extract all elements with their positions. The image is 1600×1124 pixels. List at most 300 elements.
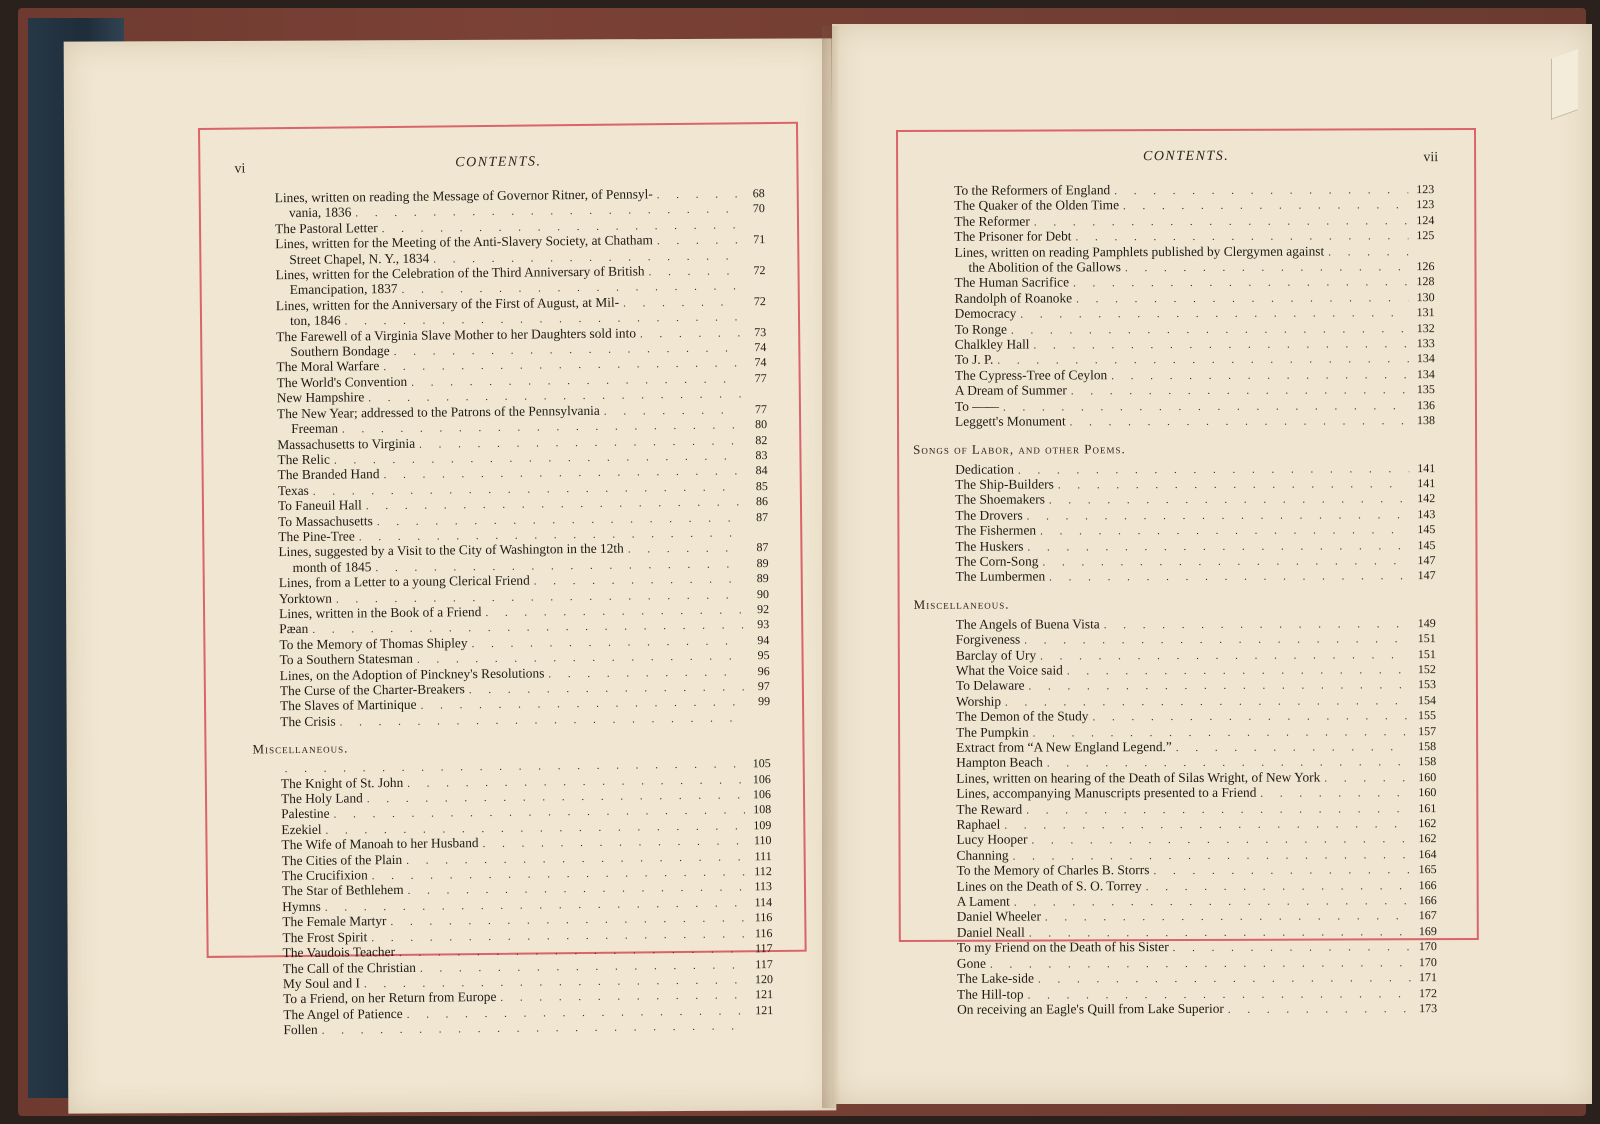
toc-entry [956, 832, 1436, 849]
dot-leader [1004, 818, 1410, 833]
dot-leader [1076, 292, 1409, 307]
dot-leader [1104, 618, 1410, 632]
toc-entry-page: 89 [756, 555, 769, 570]
toc-entry [956, 785, 1436, 802]
toc-entry-page: 86 [755, 494, 769, 509]
right-toc [913, 182, 1438, 1018]
dot-leader [990, 957, 1411, 972]
toc-entry-page: 161 [1418, 800, 1437, 815]
toc-entry-page: 94 [757, 632, 770, 647]
toc-entry-title: Lines, written on hearing of the Death of Silas Wright, of New York [956, 769, 1321, 786]
toc-entry [954, 198, 1434, 215]
toc-entry [957, 893, 1437, 910]
toc-entry-page: 158 [1418, 754, 1437, 769]
toc-entry-page: 97 [757, 679, 770, 694]
toc-entry-page: 143 [1417, 506, 1436, 521]
dot-leader [1029, 680, 1410, 695]
toc-entry-page: 160 [1418, 785, 1437, 800]
toc-entry-title: To J. P. [954, 352, 994, 368]
toc-entry-page: 114 [754, 894, 773, 910]
toc-entry-page: 74 [754, 340, 767, 355]
toc-entry-title: The Demon of the Study [956, 708, 1089, 724]
left-toc [252, 186, 774, 1039]
toc-entry-title: The Frost Spirit [282, 928, 368, 945]
toc-entry [957, 924, 1437, 941]
toc-entry-page: 106 [752, 771, 771, 786]
dot-leader [1042, 555, 1409, 570]
toc-entry-page: 172 [1418, 985, 1438, 1000]
toc-entry-title: The Hill-top [956, 986, 1024, 1002]
toc-entry-title: Channing [956, 847, 1009, 863]
toc-entry-title: Ezekiel [281, 821, 322, 838]
toc-entry-title: To Faneuil Hall [277, 497, 362, 514]
toc-entry-page: 128 [1416, 274, 1435, 289]
toc-entry [955, 491, 1435, 508]
toc-entry [955, 290, 1435, 307]
dot-leader [657, 235, 739, 249]
toc-entry-page: 164 [1418, 846, 1437, 862]
toc-entry-page: 145 [1417, 537, 1436, 552]
toc-entry-title: The Holy Land [280, 790, 363, 807]
toc-entry-page: 123 [1416, 182, 1435, 197]
toc-entry-title: The Pastoral Letter [274, 219, 378, 237]
dot-leader [1026, 803, 1410, 818]
toc-entry-title: To the Memory of Thomas Shipley [279, 634, 468, 652]
toc-entry-title: What the Voice said [955, 662, 1063, 678]
dot-leader [548, 666, 743, 681]
toc-entry-page: 71 [753, 232, 766, 247]
toc-entry-page: 126 [1416, 259, 1435, 274]
toc-entry-page: 149 [1417, 615, 1436, 630]
toc-entry-title: Forgiveness [955, 631, 1021, 647]
toc-entry-title: The Angels of Buena Vista [955, 616, 1100, 632]
toc-group-songs [955, 461, 1435, 586]
dot-leader [1027, 509, 1410, 524]
toc-entry-title: The Corn-Song [955, 553, 1039, 569]
toc-entry-page: 141 [1417, 476, 1436, 491]
dot-leader [1024, 633, 1410, 648]
toc-group-misc [956, 616, 1437, 1018]
toc-entry-title: New Hampshire [276, 389, 365, 406]
dot-leader [1176, 741, 1410, 755]
toc-entry [956, 568, 1436, 585]
toc-entry-page: 136 [1416, 397, 1435, 412]
dot-leader [640, 327, 740, 341]
toc-entry-title: The Reformer [954, 213, 1030, 229]
toc-entry-page: 108 [753, 802, 772, 817]
toc-entry-page: 72 [753, 293, 766, 309]
toc-entry [956, 662, 1436, 679]
dot-leader [500, 990, 747, 1006]
toc-entry [954, 228, 1434, 245]
toc-entry-title: The Slaves of Martinique [279, 697, 417, 714]
toc-entry-page: 99 [757, 694, 771, 709]
dot-leader [1011, 323, 1409, 338]
toc-entry-title: Extract from “A New England Legend.” [956, 739, 1172, 755]
toc-entry-title: Lines, on the Adoption of Pinckney's Resolutions [279, 664, 545, 683]
toc-entry-title: Lines, suggested by a Visit to the City of Washington in the 12th [278, 540, 624, 560]
dot-leader [997, 354, 1409, 369]
dot-leader [1020, 307, 1408, 322]
toc-entry-title: Palestine [281, 806, 330, 822]
page-number: vii [1423, 150, 1439, 166]
dot-leader [1033, 726, 1411, 741]
toc-entry-title: Raphael [956, 816, 1001, 832]
dot-leader [1027, 540, 1409, 555]
dot-leader [1013, 849, 1411, 864]
toc-entry-title: The New Year; addressed to the Patrons of the Pennsylvania [276, 402, 600, 421]
dot-leader [1049, 494, 1409, 509]
toc-entry-title: Dedication [955, 461, 1014, 477]
dot-leader [604, 404, 741, 419]
toc-entry-title: The Call of the Christian [282, 959, 417, 976]
toc-entry-title: The Lake-side [956, 970, 1034, 986]
toc-entry-page: 111 [754, 848, 772, 863]
toc-entry-page: 130 [1416, 289, 1435, 305]
dot-leader [1125, 261, 1409, 275]
toc-entry-title: Emancipation, 1837 [289, 281, 398, 298]
toc-entry-title: Lucy Hooper [956, 831, 1028, 848]
dot-leader [1324, 772, 1410, 786]
toc-entry-page: 105 [752, 756, 771, 771]
toc-group-misc [281, 757, 774, 1038]
toc-entry-title: The Vaudois Teacher [282, 944, 396, 961]
toc-entry-title: vania, 1836 [288, 204, 352, 221]
toc-entry-page: 165 [1418, 862, 1437, 877]
toc-entry-title: To Delaware [955, 677, 1025, 694]
toc-entry-title: Massachusetts to Virginia [277, 435, 416, 452]
toc-entry-title: Follen [283, 1021, 318, 1038]
dot-leader [1058, 478, 1409, 493]
toc-entry-page: 171 [1418, 970, 1437, 985]
section-title-songs-of-labor: Songs of Labor, and other Poems. [913, 440, 1126, 457]
toc-entry [955, 336, 1435, 353]
dot-leader [1014, 895, 1411, 910]
toc-entry [955, 476, 1435, 493]
toc-entry [957, 939, 1437, 956]
toc-entry-page: 151 [1417, 631, 1436, 646]
toc-entry-page: 70 [752, 201, 765, 216]
toc-entry-title: Southern Bondage [290, 343, 390, 360]
toc-entry [957, 847, 1437, 864]
toc-entry-title: The Crucifixion [281, 867, 368, 884]
toc-entry [954, 182, 1434, 199]
toc-entry-page: 141 [1417, 460, 1436, 475]
toc-entry [956, 724, 1436, 741]
toc-entry-page: 170 [1418, 939, 1437, 954]
toc-entry-title: Yorktown [278, 590, 332, 606]
toc-entry-title: The Cypress-Tree of Ceylon [954, 367, 1108, 383]
toc-entry [955, 538, 1435, 555]
toc-entry-page: 92 [756, 602, 770, 617]
toc-entry-title: Lines, accompanying Manuscripts presented to a Friend [956, 784, 1257, 802]
toc-entry-title: The World's Convention [276, 373, 408, 391]
toc-entry-title: Lines, written on reading Pamphlets published by Clergymen against [954, 243, 1325, 260]
toc-entry-page: 152 [1417, 662, 1436, 677]
toc-entry [955, 553, 1435, 570]
toc-entry-title: Daniel Wheeler [956, 908, 1041, 925]
toc-entry-page: 110 [753, 833, 772, 848]
toc-entry [955, 507, 1435, 524]
dot-leader [1033, 338, 1408, 353]
toc-entry-title: Democracy [954, 305, 1017, 322]
dot-leader [483, 836, 746, 852]
toc-entry [954, 213, 1434, 230]
toc-entry-title: The Prisoner for Debt [954, 228, 1072, 245]
toc-entry-page: 162 [1418, 831, 1437, 846]
dot-leader [1092, 710, 1410, 725]
section-title-miscellaneous: Miscellaneous. [913, 596, 1010, 612]
dot-leader [1003, 400, 1409, 415]
toc-entry-title: On receiving an Eagle's Quill from Lake Superior [957, 1000, 1224, 1017]
toc-entry-page: 160 [1418, 769, 1437, 784]
dot-leader [649, 265, 740, 279]
dot-leader [1038, 972, 1411, 987]
dot-leader [471, 635, 743, 651]
toc-entry [956, 616, 1436, 633]
toc-entry-page: 77 [754, 401, 768, 416]
toc-entry-page: 123 [1416, 197, 1435, 212]
toc-entry-title: To the Memory of Charles B. Storrs [956, 862, 1150, 879]
toc-entry [955, 305, 1435, 322]
toc-entry-page: 109 [753, 817, 772, 833]
toc-entry [957, 909, 1437, 926]
toc-entry-title: month of 1845 [292, 558, 372, 575]
dot-leader [1328, 246, 1408, 260]
dot-leader [1146, 880, 1411, 894]
page-corner-fold [1551, 49, 1578, 120]
toc-entry-title: To my Friend on the Death of his Sister [956, 939, 1169, 956]
toc-entry-title: Lines, written for the Celebration of the Third Anniversary of British [275, 263, 645, 283]
toc-entry-title: Gone [956, 955, 986, 971]
toc-entry-title: Lines, written for the Meeting of the Anti-Slavery Society, at Chatham [275, 232, 653, 252]
dot-leader [1018, 463, 1409, 478]
toc-entry-page: 106 [752, 787, 772, 802]
toc-entry-page: 145 [1417, 522, 1436, 537]
toc-entry-page: 82 [755, 432, 768, 447]
toc-entry-title: Barclay of Ury [955, 647, 1037, 663]
dot-leader [1111, 369, 1409, 383]
toc-entry-page: 84 [755, 463, 768, 478]
toc-entry [955, 413, 1435, 430]
toc-entry-page: 151 [1417, 646, 1436, 661]
toc-entry-page: 138 [1416, 413, 1436, 428]
toc-entry [956, 739, 1436, 756]
toc-entry-title: To the Reformers of England [954, 182, 1111, 198]
toc-entry-title: The Relic [277, 451, 330, 468]
toc-entry-title: The Cities of the Plain [281, 851, 403, 868]
dot-leader [1114, 184, 1408, 198]
toc-entry-title: To —— [954, 398, 1000, 414]
toc-entry-page: 134 [1416, 351, 1435, 366]
toc-entry-title: Pæan [279, 621, 309, 637]
toc-entry-page: 153 [1417, 677, 1436, 692]
toc-entry [956, 816, 1436, 833]
toc-entry-title: A Dream of Summer [954, 382, 1067, 399]
toc-entry [956, 693, 1436, 710]
toc-entry [957, 878, 1437, 895]
toc-entry-title: The Drovers [955, 507, 1023, 523]
toc-entry-title: Lines, written on reading the Message of Governor Ritner, of Pennsyl- [274, 186, 653, 206]
page-header: CONTENTS. [455, 154, 542, 171]
toc-entry-title: Randolph of Roanoke [954, 290, 1073, 306]
toc-entry-page: 125 [1416, 228, 1435, 243]
page-header: CONTENTS. [1142, 148, 1230, 165]
toc-entry-page: 90 [756, 586, 769, 601]
dot-leader [1040, 524, 1409, 539]
toc-entry-title: My Soul and I [282, 975, 361, 992]
toc-entry-page: 85 [755, 478, 768, 493]
toc-entry-page: 116 [754, 925, 773, 940]
toc-entry-title: The Moral Warfare [276, 358, 380, 375]
toc-entry [957, 955, 1437, 972]
toc-entry-title: The Farewell of a Virginia Slave Mother to her Daughters sold into [276, 325, 637, 344]
dot-leader [1040, 649, 1410, 664]
toc-entry-title: The Crisis [280, 713, 336, 729]
toc-entry-title: Leggett's Monument [954, 413, 1066, 429]
toc-entry-title: Freeman [291, 420, 339, 437]
toc-entry [957, 1001, 1437, 1018]
dot-leader [1067, 664, 1410, 679]
toc-entry [955, 367, 1435, 384]
toc-entry [955, 352, 1435, 369]
toc-entry-title: Lines, written in the Book of a Friend [279, 604, 482, 622]
dot-leader [1260, 787, 1410, 801]
toc-entry-page: 96 [757, 663, 770, 678]
dot-leader [1005, 695, 1410, 710]
toc-entry-page: 87 [756, 509, 769, 524]
dot-leader [1070, 415, 1409, 430]
toc-entry-page: 117 [754, 941, 773, 956]
toc-entry-title: The Branded Hand [277, 466, 380, 483]
toc-entry [955, 321, 1435, 338]
toc-entry-page: 157 [1418, 723, 1437, 738]
toc-entry-page: 74 [754, 355, 767, 370]
toc-entry-title: To a Friend, on her Return from Europe [283, 989, 497, 1007]
toc-entry [957, 862, 1437, 879]
toc-entry-title: The Pine-Tree [278, 528, 355, 545]
toc-entry-page: 121 [755, 1002, 774, 1017]
toc-entry-page: 134 [1416, 366, 1435, 382]
toc-entry-page: 167 [1418, 908, 1437, 923]
toc-entry-title: The Human Sacrifice [954, 274, 1070, 291]
toc-entry-title: The Knight of St. John [280, 774, 404, 791]
toc-entry-page: 173 [1419, 1001, 1438, 1016]
toc-entry-page: 72 [753, 263, 766, 278]
toc-entry-page: 68 [752, 186, 765, 201]
toc-entry [955, 275, 1435, 292]
toc-entry-page: 133 [1416, 336, 1435, 351]
toc-entry [955, 398, 1435, 415]
toc-entry-page: 112 [754, 864, 772, 879]
toc-entry-page: 170 [1418, 954, 1437, 969]
toc-entry-title: The Female Martyr [282, 913, 387, 930]
dot-leader [1045, 911, 1411, 926]
dot-leader [1173, 941, 1411, 955]
toc-entry-page: 155 [1418, 708, 1437, 723]
toc-entry-title: To Massachusetts [278, 512, 373, 529]
toc-entry [956, 631, 1436, 648]
dot-leader [1228, 1003, 1411, 1017]
dot-leader [485, 604, 743, 620]
toc-entry-title: Chalkley Hall [954, 336, 1030, 352]
toc-group-top [275, 186, 771, 730]
toc-entry-page: 158 [1418, 739, 1437, 754]
toc-entry-page: 93 [757, 617, 770, 632]
dot-leader [1034, 215, 1409, 230]
toc-entry-page: 87 [756, 540, 769, 555]
toc-entry-page: 147 [1417, 568, 1436, 583]
dot-leader [657, 188, 739, 202]
toc-entry-page: 135 [1416, 382, 1435, 397]
toc-entry-title: The Huskers [955, 538, 1024, 554]
toc-entry-title: Lines on the Death of S. O. Torrey [956, 877, 1142, 894]
toc-entry-title: Lines, written for the Anniversary of the First of August, at Mil- [275, 294, 620, 314]
toc-entry-title: To Ronge [954, 321, 1007, 337]
toc-entry-page: 116 [754, 910, 773, 925]
toc-entry-page: 77 [754, 370, 767, 386]
dot-leader [628, 543, 743, 558]
dot-leader [1049, 571, 1409, 586]
toc-entry-title: The Pumpkin [956, 724, 1029, 740]
toc-entry [954, 259, 1434, 276]
dot-leader [1031, 834, 1410, 849]
toc-entry-page: 113 [754, 879, 773, 894]
toc-entry-title: The Star of Bethlehem [281, 882, 404, 899]
toc-entry-page: 83 [755, 447, 768, 463]
dot-leader [340, 712, 745, 730]
toc-entry [956, 647, 1436, 664]
toc-entry-title: the Abolition of the Gallows [968, 259, 1122, 275]
toc-entry-page: 132 [1416, 320, 1435, 335]
toc-entry-title: Lines, from a Letter to a young Clerical Friend [278, 572, 530, 591]
toc-entry-title: Street Chapel, N. Y., 1834 [289, 250, 430, 267]
toc-entry-page: 166 [1418, 893, 1437, 908]
dot-leader [534, 573, 743, 589]
toc-entry-page: 89 [756, 571, 769, 586]
toc-entry-title: The Ship-Builders [955, 476, 1054, 492]
toc-entry-page: 120 [754, 971, 774, 987]
toc-entry-page: 142 [1417, 491, 1436, 506]
toc-entry-page: 162 [1418, 816, 1437, 831]
dot-leader [1073, 277, 1409, 292]
toc-entry-title: The Angel of Patience [283, 1005, 403, 1022]
section-title-miscellaneous: Miscellaneous. [252, 740, 349, 757]
left-contents-frame [198, 122, 807, 1038]
toc-entry-title: The Lumbermen [955, 568, 1046, 585]
toc-entry-page: 124 [1416, 212, 1435, 227]
toc-entry-title: The Fishermen [955, 522, 1037, 538]
toc-entry [957, 970, 1437, 987]
right-contents-frame [896, 128, 1479, 1017]
dot-leader [623, 296, 740, 311]
toc-entry-title: The Wife of Manoah to her Husband [281, 835, 479, 853]
toc-entry-page: 131 [1416, 305, 1435, 320]
toc-entry-page: 117 [755, 956, 773, 971]
toc-entry [955, 522, 1435, 539]
toc-entry-page: 80 [755, 417, 768, 432]
toc-entry-title: Hampton Beach [956, 754, 1043, 771]
toc-entry-title: The Quaker of the Olden Time [954, 197, 1120, 214]
toc-entry-page: 147 [1417, 553, 1436, 568]
toc-entry-title: Hymns [282, 898, 321, 915]
dot-leader [1071, 384, 1409, 399]
toc-entry-title: Daniel Neall [956, 924, 1025, 940]
toc-entry [956, 708, 1436, 725]
toc-entry-page: 121 [755, 987, 774, 1002]
page-number: vi [234, 161, 246, 177]
toc-entry-page: 95 [757, 648, 770, 663]
